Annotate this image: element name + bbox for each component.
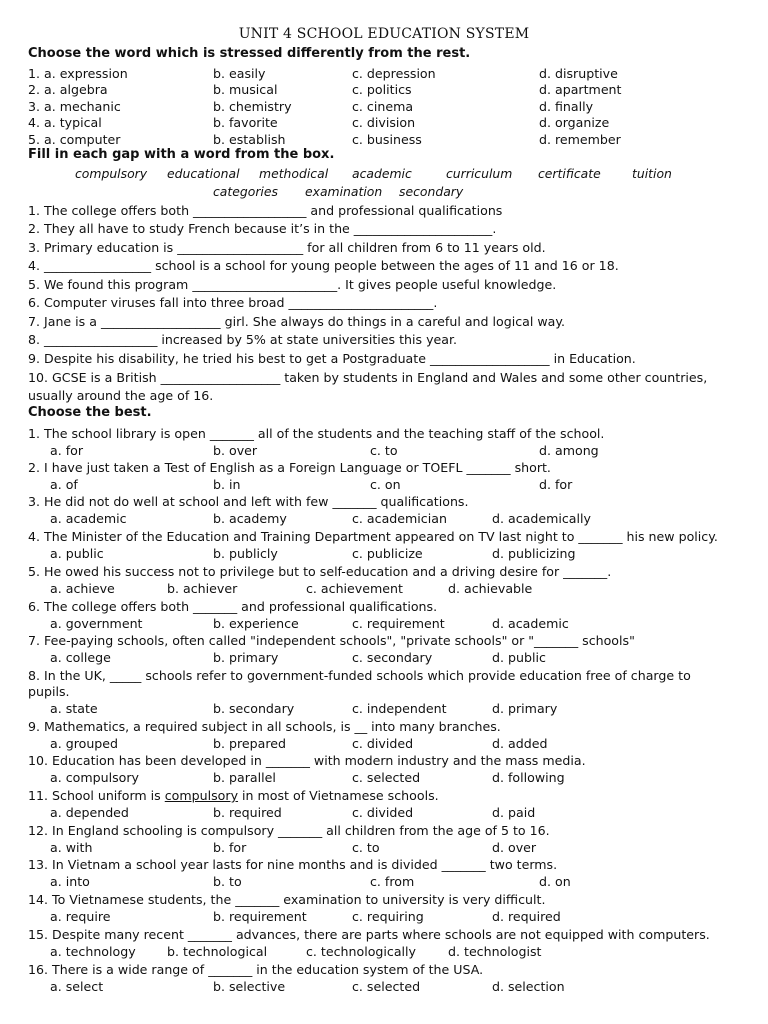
gap-sentence: 6. Computer viruses fall into three broad _______________________. bbox=[28, 295, 438, 310]
question-text: 1. The school library is open _______ all of the students and the teaching staff of the school. bbox=[28, 426, 605, 441]
answer-option-b: b. required bbox=[213, 805, 282, 820]
question-text: 14. To Vietnamese students, the _______ examination to university is very difficult. bbox=[28, 892, 546, 907]
answer-option-b: b. achiever bbox=[167, 581, 238, 596]
answer-option-b: b. academy bbox=[213, 511, 287, 526]
stress-option-d: d. organize bbox=[539, 115, 610, 131]
answer-option-a: a. grouped bbox=[50, 736, 119, 751]
answer-option-b: b. primary bbox=[213, 650, 279, 665]
gap-sentence: 2. They all have to study French because it’s in the ______________________. bbox=[28, 221, 497, 236]
answer-option-b: b. in bbox=[213, 477, 241, 492]
box-word: tuition bbox=[632, 166, 672, 181]
answer-option-a: a. into bbox=[50, 874, 90, 889]
stress-option-n: 3. a. mechanic bbox=[28, 98, 121, 114]
stress-option-d: d. apartment bbox=[539, 82, 622, 98]
answer-option-c: c. requiring bbox=[352, 909, 424, 924]
answer-option-d: d. academically bbox=[492, 511, 591, 526]
stress-option-b: b. establish bbox=[213, 131, 286, 147]
stress-option-c: c. division bbox=[352, 115, 416, 131]
answer-option-b: b. technological bbox=[167, 944, 268, 959]
question-text-part: in most of Vietnamese schools. bbox=[238, 788, 439, 803]
answer-option-a: a. depended bbox=[50, 805, 129, 820]
stress-option-n: 4. a. typical bbox=[28, 115, 102, 131]
answer-option-b: b. selective bbox=[213, 979, 286, 994]
answer-option-a: a. academic bbox=[50, 511, 127, 526]
answer-option-d: d. achievable bbox=[448, 581, 533, 596]
question-text: 3. He did not do well at school and left with few _______ qualifications. bbox=[28, 494, 469, 509]
section1-heading: Choose the word which is stressed differently from the rest. bbox=[28, 46, 471, 61]
answer-option-a: a. of bbox=[50, 477, 78, 492]
question-text: 7. Fee-paying schools, often called "independent schools", "private schools" or "_______ schools" bbox=[28, 633, 635, 648]
stress-option-b: b. musical bbox=[213, 82, 278, 98]
gap-sentence: usually around the age of 16. bbox=[28, 388, 214, 403]
page-title: UNIT 4 SCHOOL EDUCATION SYSTEM bbox=[238, 26, 530, 42]
answer-option-c: c. to bbox=[352, 840, 380, 855]
gap-sentence: 9. Despite his disability, he tried his best to get a Postgraduate ___________________ in Education. bbox=[28, 351, 636, 366]
stress-option-n: 1. a. expression bbox=[28, 66, 128, 81]
answer-option-a: a. government bbox=[50, 616, 143, 631]
question-text: 16. There is a wide range of _______ in the education system of the USA. bbox=[28, 962, 484, 977]
answer-option-c: c. technologically bbox=[306, 944, 416, 959]
answer-option-c: c. selected bbox=[352, 979, 421, 994]
answer-option-b: b. prepared bbox=[213, 736, 286, 751]
answer-option-d: d. publicizing bbox=[492, 546, 576, 561]
question-text: 12. In England schooling is compulsory _______ all children from the age of 5 to 16. bbox=[28, 823, 550, 838]
section3-heading: Choose the best. bbox=[28, 405, 152, 420]
question-text: 5. He owed his success not to privilege but to self-education and a driving desire for _______. bbox=[28, 564, 612, 579]
box-word: examination bbox=[305, 184, 383, 199]
answer-option-d: d. required bbox=[492, 909, 561, 924]
stress-option-d: d. remember bbox=[539, 131, 621, 147]
question-text: 6. The college offers both _______ and professional qualifications. bbox=[28, 599, 438, 614]
answer-option-d: d. for bbox=[539, 477, 573, 492]
answer-option-d: d. selection bbox=[492, 979, 565, 994]
stress-option-c: c. politics bbox=[352, 82, 412, 98]
box-word: certificate bbox=[538, 166, 601, 181]
stress-option-c: c. business bbox=[352, 131, 422, 147]
stress-option-n: 5. a. computer bbox=[28, 131, 121, 147]
answer-option-c: c. divided bbox=[352, 805, 414, 820]
answer-option-a: a. for bbox=[50, 443, 84, 458]
answer-option-c: c. achievement bbox=[306, 581, 403, 596]
gap-sentence: 7. Jane is a ___________________ girl. She always do things in a careful and logical way. bbox=[28, 314, 566, 329]
answer-option-b: b. requirement bbox=[213, 909, 307, 924]
underlined-word: compulsory bbox=[164, 788, 239, 803]
answer-option-b: b. parallel bbox=[213, 770, 276, 785]
question-text bbox=[28, 788, 439, 803]
answer-option-c: c. selected bbox=[352, 770, 421, 785]
answer-option-c: c. on bbox=[370, 477, 401, 492]
stress-option-c: c. depression bbox=[352, 66, 436, 81]
box-word: educational bbox=[167, 166, 240, 181]
answer-option-b: b. publicly bbox=[213, 546, 278, 561]
stress-option-b: b. chemistry bbox=[213, 98, 292, 114]
question-text: 9. Mathematics, a required subject in all schools, is __ into many branches. bbox=[28, 719, 501, 734]
question-text: 2. I have just taken a Test of English as a Foreign Language or TOEFL _______ short. bbox=[28, 460, 551, 475]
answer-option-d: d. primary bbox=[492, 701, 558, 716]
question-text-cont: pupils. bbox=[28, 684, 70, 699]
gap-sentence: 10. GCSE is a British ___________________ taken by students in England and Wales and some other countries, bbox=[28, 370, 708, 385]
box-word: methodical bbox=[259, 166, 329, 181]
answer-option-d: d. following bbox=[492, 770, 565, 785]
answer-option-c: c. academician bbox=[352, 511, 447, 526]
box-word: compulsory bbox=[75, 166, 148, 181]
gap-sentence: 4. _________________ school is a school for young people between the ages of 11 and 16 or 18. bbox=[28, 258, 619, 273]
answer-option-a: a. technology bbox=[50, 944, 136, 959]
answer-option-a: a. public bbox=[50, 546, 104, 561]
answer-option-d: d. added bbox=[492, 736, 548, 751]
box-word: academic bbox=[352, 166, 412, 181]
question-text: 15. Despite many recent _______ advances, there are parts where schools are not equipped with computers. bbox=[28, 927, 710, 942]
answer-option-a: a. state bbox=[50, 701, 98, 716]
section2-heading: Fill in each gap with a word from the box. bbox=[28, 147, 335, 162]
answer-option-c: c. divided bbox=[352, 736, 414, 751]
answer-option-b: b. experience bbox=[213, 616, 299, 631]
answer-option-c: c. from bbox=[370, 874, 415, 889]
gap-sentence: 5. We found this program _______________________. It gives people useful knowledge. bbox=[28, 277, 557, 292]
answer-option-a: a. require bbox=[50, 909, 111, 924]
question-text: 8. In the UK, _____ schools refer to government-funded schools which provide education free of charge to bbox=[28, 668, 691, 683]
answer-option-a: a. college bbox=[50, 650, 111, 665]
question-text: 10. Education has been developed in _______ with modern industry and the mass media. bbox=[28, 753, 586, 768]
question-text: 4. The Minister of the Education and Training Department appeared on TV last night to _______ his new policy. bbox=[28, 529, 718, 544]
question-text: 13. In Vietnam a school year lasts for nine months and is divided _______ two terms. bbox=[28, 857, 558, 872]
answer-option-a: a. achieve bbox=[50, 581, 115, 596]
stress-option-b: b. favorite bbox=[213, 115, 278, 131]
answer-option-d: d. academic bbox=[492, 616, 569, 631]
answer-option-b: b. over bbox=[213, 443, 258, 458]
answer-option-a: a. select bbox=[50, 979, 104, 994]
answer-option-d: d. over bbox=[492, 840, 537, 855]
answer-option-a: a. with bbox=[50, 840, 93, 855]
answer-option-c: c. requirement bbox=[352, 616, 445, 631]
gap-sentence: 1. The college offers both __________________ and professional qualifications bbox=[28, 203, 503, 218]
question-text-part: 11. School uniform is bbox=[28, 788, 165, 803]
gap-sentence: 3. Primary education is ____________________ for all children from 6 to 11 years old. bbox=[28, 240, 546, 255]
answer-option-b: b. to bbox=[213, 874, 242, 889]
answer-option-a: a. compulsory bbox=[50, 770, 139, 785]
stress-option-b: b. easily bbox=[213, 66, 266, 81]
box-word: categories bbox=[213, 184, 278, 199]
stress-option-d: d. finally bbox=[539, 98, 594, 114]
answer-option-d: d. paid bbox=[492, 805, 536, 820]
answer-option-d: d. public bbox=[492, 650, 546, 665]
answer-option-b: b. for bbox=[213, 840, 247, 855]
answer-option-d: d. technologist bbox=[448, 944, 542, 959]
answer-option-c: c. independent bbox=[352, 701, 447, 716]
box-word: curriculum bbox=[446, 166, 513, 181]
answer-option-c: c. secondary bbox=[352, 650, 433, 665]
stress-option-d: d. disruptive bbox=[539, 66, 618, 81]
answer-option-d: d. on bbox=[539, 874, 571, 889]
answer-option-c: c. to bbox=[370, 443, 398, 458]
gap-sentence: 8. __________________ increased by 5% at state universities this year. bbox=[28, 332, 458, 347]
answer-option-d: d. among bbox=[539, 443, 599, 458]
answer-option-c: c. publicize bbox=[352, 546, 423, 561]
stress-option-c: c. cinema bbox=[352, 98, 414, 114]
answer-option-b: b. secondary bbox=[213, 701, 295, 716]
box-word: secondary bbox=[399, 184, 464, 199]
stress-option-n: 2. a. algebra bbox=[28, 82, 108, 98]
